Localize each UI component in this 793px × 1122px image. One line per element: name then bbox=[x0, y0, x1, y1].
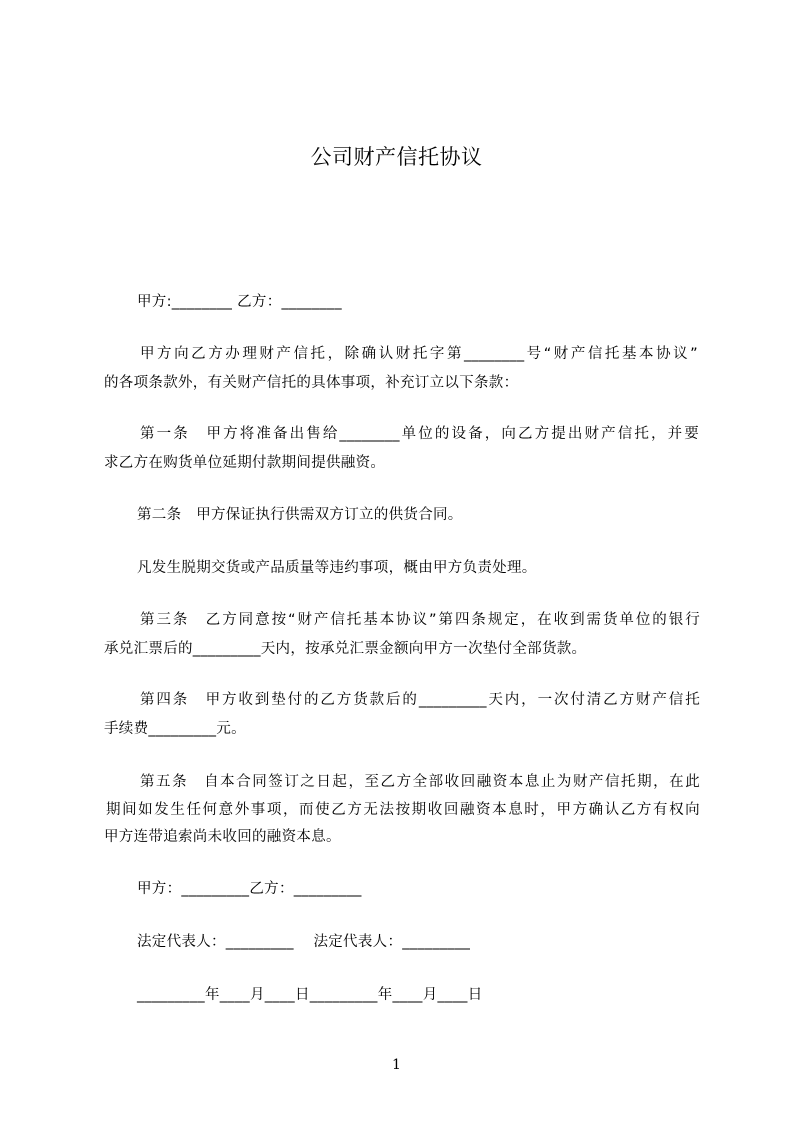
intro-line-2: 的各项条款外，有关财产信托的具体事项，补充订立以下条款： bbox=[104, 375, 519, 391]
legal-representatives: 法定代表人：_________ 法定代表人：_________ bbox=[137, 934, 471, 950]
article-2-note: 凡发生脱期交货或产品质量等违约事项，概由甲方负责处理。 bbox=[137, 560, 537, 576]
article-3-line-2: 承兑汇票后的_________天内，按承兑汇票金额向甲方一次垫付全部货款。 bbox=[104, 641, 587, 657]
signature-parties: 甲方：_________乙方：_________ bbox=[137, 881, 362, 897]
intro-line-1: 甲方向乙方办理财产信托，除确认财托字第________号“财产信托基本协议” bbox=[140, 346, 698, 362]
article-2: 第二条 甲方保证执行供需双方订立的供货合同。 bbox=[137, 507, 463, 523]
article-4-line-2: 手续费_________元。 bbox=[104, 721, 246, 737]
article-1-line-1: 第一条 甲方将准备出售给________单位的设备，向乙方提出财产信托，并要 bbox=[140, 426, 699, 442]
article-1-line-2: 求乙方在购货单位延期付款期间提供融资。 bbox=[104, 455, 386, 471]
article-5-line-1: 第五条 自本合同签订之日起，至乙方全部收回融资本息止为财产信托期，在此 bbox=[140, 774, 700, 790]
page-number: 1 bbox=[392, 1057, 401, 1073]
article-5-line-3: 甲方连带追索尚未收回的融资本息。 bbox=[104, 829, 341, 845]
article-5-line-2: 期间如发生任何意外事项，而使乙方无法按期收回融资本息时，甲方确认乙方有权向 bbox=[106, 802, 700, 818]
article-4-line-1: 第四条 甲方收到垫付的乙方货款后的_________天内，一次付清乙方财产信托 bbox=[140, 692, 700, 708]
article-3-line-1: 第三条 乙方同意按“财产信托基本协议”第四条规定，在收到需货单位的银行 bbox=[140, 612, 700, 628]
document-title: 公司财产信托协议 bbox=[310, 145, 483, 169]
parties-header: 甲方:________ 乙方：________ bbox=[137, 294, 342, 310]
date-line: _________年____月____日_________年____月____日 bbox=[137, 987, 483, 1003]
